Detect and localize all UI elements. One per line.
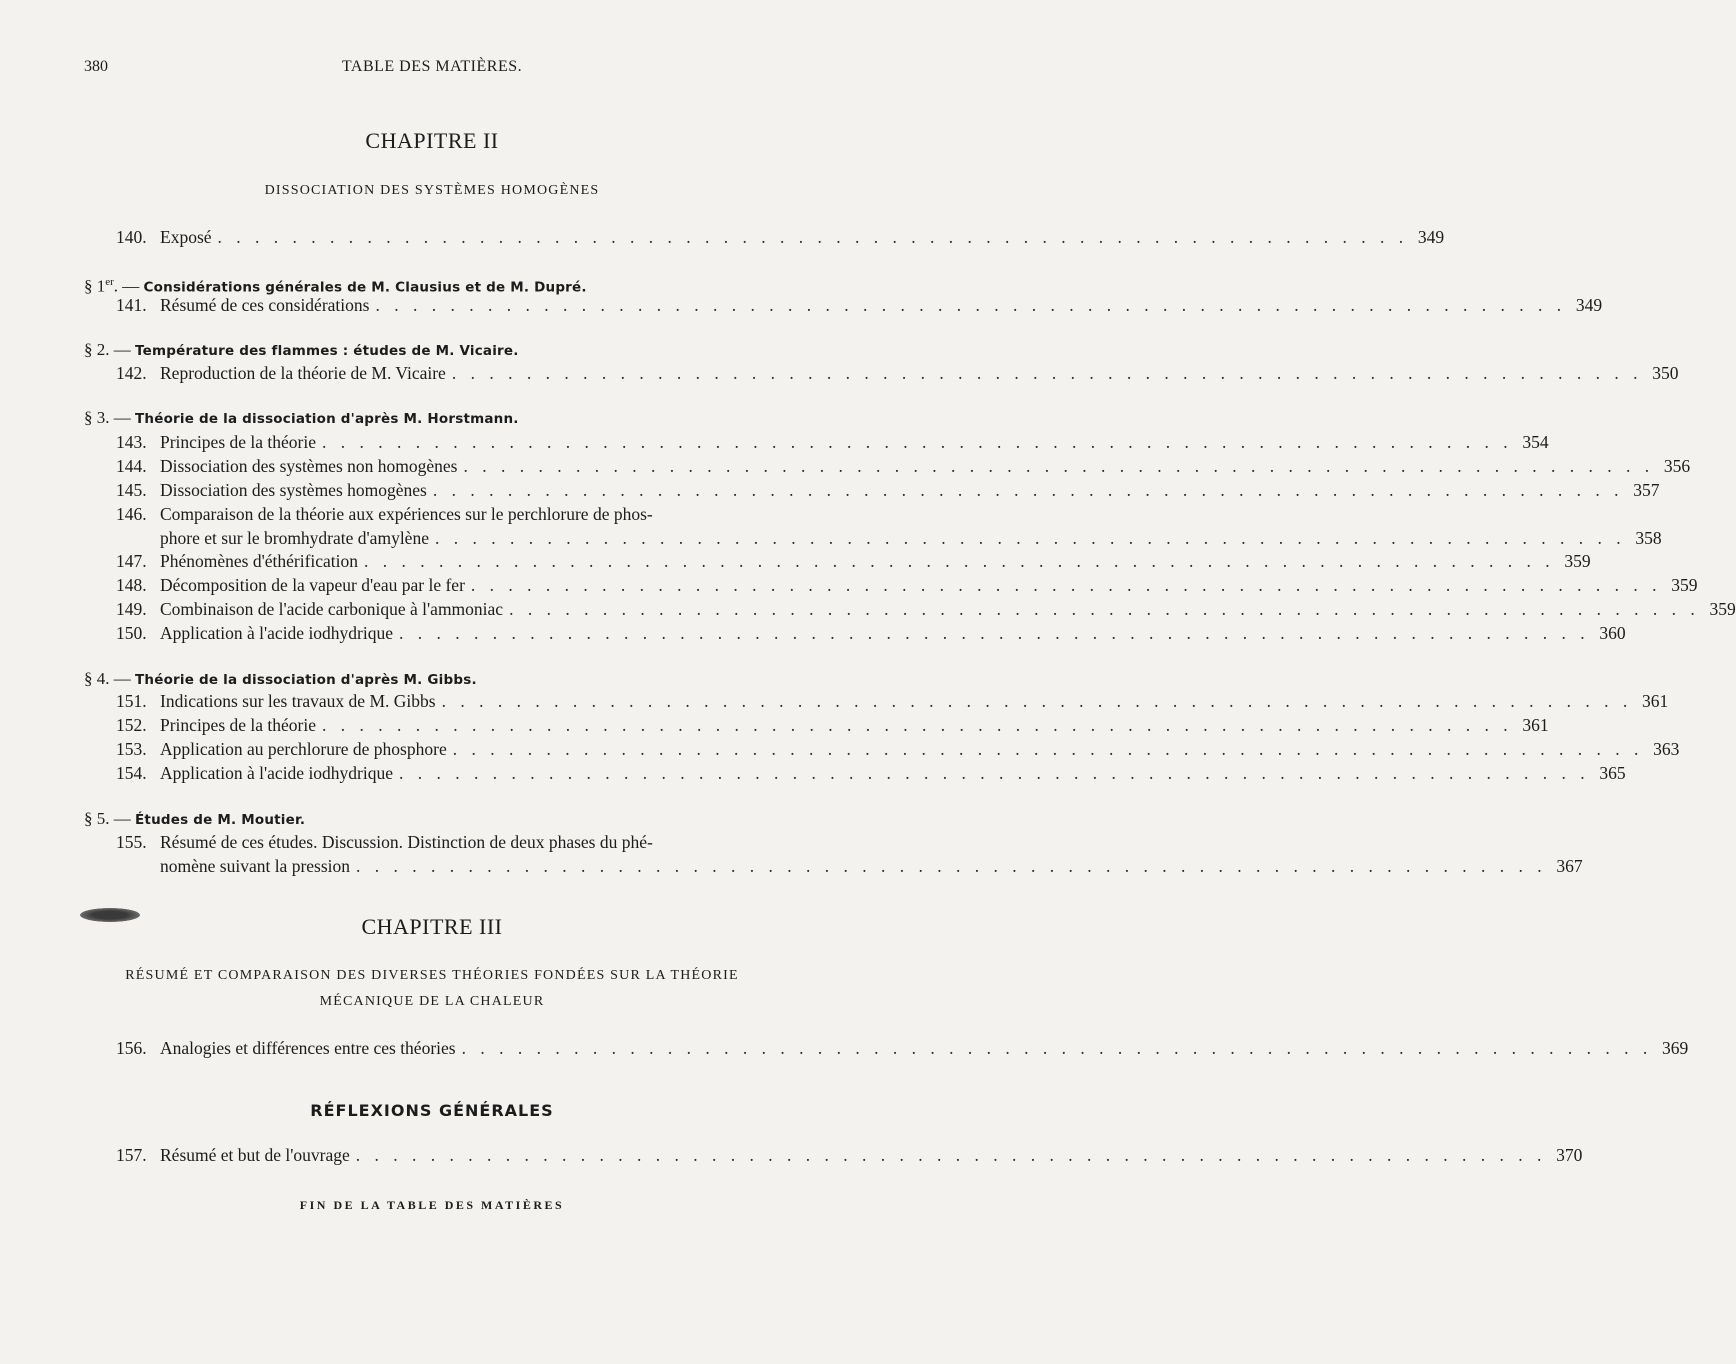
entry-number: 140.	[116, 227, 147, 247]
chapter-3-subtitle-line1: RÉSUMÉ ET COMPARAISON DES DIVERSES THÉORIES FONDÉES SUR LA THÉORIE	[125, 968, 739, 983]
section-title: Théorie de la dissociation d'après M. Gibbs.	[135, 672, 477, 688]
section-title: Considérations générales de M. Clausius et de M. Dupré.	[143, 279, 587, 296]
toc-entry-141[interactable]: 141. Résumé de ces considérations . . . 349	[116, 293, 780, 317]
toc-entry-157[interactable]: 157. Résumé et but de l'ouvrage . . . 370	[116, 1143, 780, 1167]
chapter-3-subtitle-line2: MÉCANIQUE DE LA CHALEUR	[319, 994, 545, 1009]
section-heading-1: § 1er. — Considérations générales de M. Clausius et de M. Dupré.	[84, 276, 587, 296]
end-of-table: FIN DE LA TABLE DES MATIÈRES	[299, 1198, 565, 1212]
section-title: Théorie de la dissociation d'après M. Horstmann.	[135, 411, 519, 427]
toc-entry-155[interactable]: 155. Résumé de ces études. Discussion. Distinction de deux phases du phé- nomène suivant la pression . . . 367	[116, 830, 780, 878]
section-heading-3: § 3. — Théorie de la dissociation d'après M. Horstmann.	[84, 408, 519, 427]
toc-entry-147[interactable]: 147. Phénomènes d'éthérification . . . 359	[116, 549, 780, 573]
section-title: Température des flammes : études de M. Vicaire.	[135, 343, 519, 359]
toc-entry-152[interactable]: 152. Principes de la théorie . . . 361	[116, 713, 780, 737]
leader-dots	[463, 454, 1654, 478]
leader-dots	[356, 854, 1547, 878]
section-heading-5: § 5. — Études de M. Moutier.	[84, 809, 306, 828]
leader-dots	[435, 526, 1626, 550]
toc-entry-153[interactable]: 153. Application au perchlorure de phosphore . . . 363	[116, 737, 780, 761]
toc-entry-151[interactable]: 151. Indications sur les travaux de M. Gibbs . . . 361	[116, 689, 780, 713]
toc-entry-146[interactable]: 146. Comparaison de la théorie aux expériences sur le perchlorure de phos- phore et sur le bromhydrate d'amylène . . . 358	[116, 502, 780, 550]
toc-entry-150[interactable]: 150. Application à l'acide iodhydrique . . . 360	[116, 621, 780, 645]
leader-dots	[322, 713, 1513, 737]
toc-entry-144[interactable]: 144. Dissociation des systèmes non homogènes . . . 356	[116, 454, 780, 478]
leader-dots	[399, 761, 1590, 785]
toc-entry-140[interactable]	[116, 225, 1445, 249]
entry-page: 349	[1417, 227, 1445, 247]
running-title: TABLE DES MATIÈRES.	[341, 58, 523, 75]
leader-dots	[453, 737, 1644, 761]
chapter-2-title: CHAPITRE II	[365, 128, 499, 153]
chapter-2-subtitle: DISSOCIATION DES SYSTÈMES HOMOGÈNES	[264, 183, 600, 198]
running-header	[84, 58, 780, 88]
section-title: Études de M. Moutier.	[135, 812, 306, 828]
toc-entry-142[interactable]: 142. Reproduction de la théorie de M. Vicaire . . . 350	[116, 361, 780, 385]
toc-entry-148[interactable]: 148. Décomposition de la vapeur d'eau par le fer . . . 359	[116, 573, 780, 597]
leader-dots	[322, 430, 1513, 454]
toc-entry-149[interactable]: 149. Combinaison de l'acide carbonique à l'ammoniac . . . 359	[116, 597, 780, 621]
leader-dots	[509, 597, 1700, 621]
leader-dots	[356, 1143, 1547, 1167]
section-heading-2: § 2. — Température des flammes : études de M. Vicaire.	[84, 340, 519, 359]
section-heading-4: § 4. — Théorie de la dissociation d'après M. Gibbs.	[84, 669, 477, 688]
toc-entry-143[interactable]: 143. Principes de la théorie . . . 354	[116, 430, 780, 454]
leader-dots	[433, 478, 1624, 502]
reflexions-heading: RÉFLEXIONS GÉNÉRALES	[310, 1101, 554, 1120]
leader-dots	[452, 361, 1643, 385]
chapter-3-title: CHAPITRE III	[361, 914, 503, 939]
leader-dots	[442, 689, 1633, 713]
leader-dots	[375, 293, 1566, 317]
page-number: 380	[84, 58, 108, 75]
toc-entry-154[interactable]: 154. Application à l'acide iodhydrique . . . 365	[116, 761, 780, 785]
leader-dots	[364, 549, 1555, 573]
leader-dots	[462, 1036, 1653, 1060]
entry-text: Exposé	[160, 227, 212, 247]
leader-dots	[218, 225, 1409, 249]
leader-dots	[399, 621, 1590, 645]
toc-entry-145[interactable]: 145. Dissociation des systèmes homogènes . . . 357	[116, 478, 780, 502]
toc-entry-156[interactable]: 156. Analogies et différences entre ces théories . . . 369	[116, 1036, 780, 1060]
leader-dots	[471, 573, 1662, 597]
